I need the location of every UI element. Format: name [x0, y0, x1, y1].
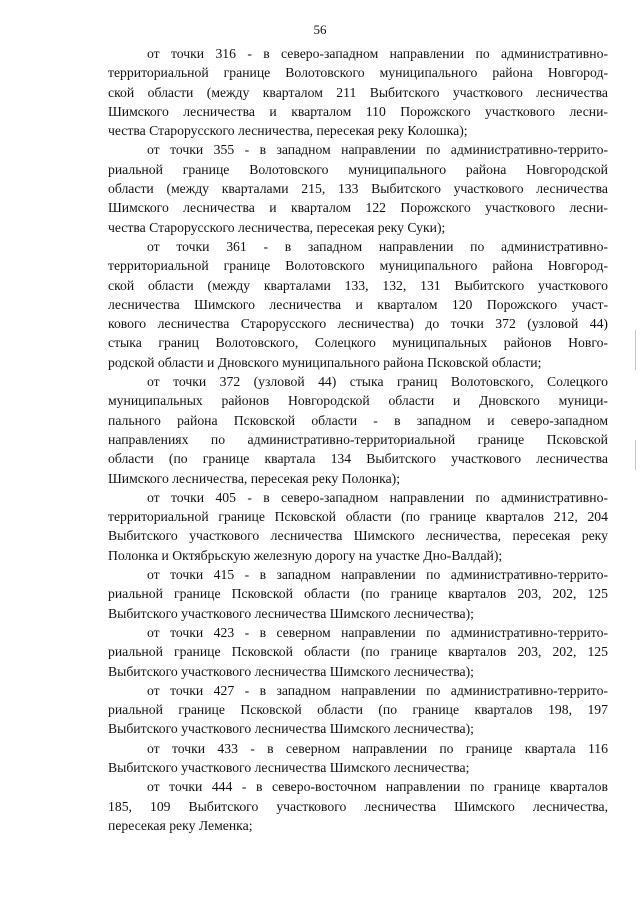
boundary-paragraph [108, 739, 608, 778]
boundary-paragraph [108, 777, 608, 835]
boundary-paragraph [108, 488, 608, 565]
paragraph-line: родской области и Дновского муниципального района Псковской области; [108, 354, 542, 370]
paragraph-line: 185, 109 Выбитского участкового лесничества Шимского лесничества, [108, 798, 608, 814]
boundary-paragraph [108, 681, 608, 739]
paragraph-line: от точки 316 - в северо-западном направлении по административно- [147, 46, 608, 61]
paragraph-line: от точки 355 - в западном направлении по административно-террито- [147, 142, 608, 158]
paragraph-line: ской области (между кварталом 211 Выбитского участкового лесничества [108, 84, 608, 100]
paragraph-line: пересекая реку Леменка; [108, 817, 253, 833]
paragraph-line: Шимского лесничества и кварталом 122 Порожского участкового лесни- [108, 200, 608, 216]
paragraph-line: пального района Псковской области - в западном и северо-западном [108, 412, 608, 428]
paragraph-line: риальной границе Псковской области (по границе кварталов 203, 202, 125 [108, 644, 608, 660]
paragraph-line: риальной границе Волотовского муниципального района Новгородской [108, 161, 608, 177]
paragraph-line: от точки 427 - в западном направлении по административно-террито- [147, 682, 608, 698]
paragraph-line: лесничества Шимского лесничества и кварталом 120 Порожского участ- [108, 296, 608, 312]
paragraph-line: чества Старорусского лесничества, пересекая реку Колошка); [108, 123, 468, 139]
paragraph-line: Шимского лесничества, пересекая реку Полонка); [108, 470, 401, 486]
paragraph-line: территориальной границе Псковской области (по границе кварталов 212, 204 [108, 509, 608, 525]
paragraph-line: Шимского лесничества и кварталом 110 Порожского участкового лесни- [108, 103, 608, 119]
paragraph-line: территориальной границе Волотовского муниципального района Новгород- [108, 65, 608, 81]
boundary-paragraph [108, 237, 608, 372]
paragraph-line: от точки 433 - в северном направлении по границе квартала 116 [147, 740, 608, 756]
paragraph-line: от точки 405 - в северо-западном направлении по административно- [147, 489, 608, 505]
paragraph-line: ской области (между кварталами 133, 132, 131 Выбитского участкового [108, 277, 608, 293]
paragraph-line: территориальной границе Волотовского муниципального района Новгород- [108, 258, 608, 274]
paragraph-line: от точки 361 - в западном направлении по административно- [147, 238, 608, 254]
paragraph-line: Выбитского участкового лесничества Шимского лесничества); [108, 663, 474, 679]
paragraph-line: Полонка и Октябрьскую железную дорогу на участке Дно-Валдай); [108, 547, 503, 563]
paragraph-line: направлениях по административно-территориальной границе Псковской [108, 431, 608, 447]
page-number: 56 [313, 22, 327, 37]
boundary-paragraph [108, 565, 608, 623]
paragraph-line: от точки 415 - в западном направлении по административно-террито- [147, 567, 608, 583]
paragraph-line: риальной границе Псковской области (по границе кварталов 198, 197 [108, 702, 608, 718]
boundary-paragraph [108, 372, 608, 488]
document-body [108, 44, 608, 835]
paragraph-line: Выбитского участкового лесничества Шимского лесничества); [108, 721, 474, 737]
boundary-paragraph [108, 44, 608, 140]
paragraph-line: чества Старорусского лесничества, пересекая реку Суки); [108, 219, 446, 235]
scan-artifact [635, 440, 636, 470]
paragraph-line: стыка границ Волотовского, Солецкого муниципальных районов Новго- [108, 335, 608, 351]
paragraph-line: муниципальных районов Новгородской области и Дновского муници- [108, 393, 608, 409]
paragraph-line: риальной границе Псковской области (по границе кварталов 203, 202, 125 [108, 586, 608, 602]
paragraph-line: Выбитского участкового лесничества Шимского лесничества; [108, 759, 470, 775]
paragraph-line: Выбитского участкового лесничества Шимского лесничества, пересекая реку [108, 528, 608, 544]
paragraph-line: от точки 444 - в северо-восточном направлении по границе кварталов [147, 779, 608, 795]
boundary-paragraph [108, 140, 608, 236]
paragraph-line: области (по границе квартала 134 Выбитского участкового лесничества [108, 451, 608, 467]
scan-artifact [635, 330, 636, 370]
paragraph-line: кового лесничества Старорусского лесничества) до точки 372 (узловой 44) [108, 316, 608, 332]
paragraph-line: от точки 423 - в северном направлении по административно-террито- [147, 624, 608, 640]
paragraph-line: области (между кварталами 215, 133 Выбитского участкового лесничества [108, 181, 608, 197]
paragraph-line: Выбитского участкового лесничества Шимского лесничества); [108, 605, 474, 621]
boundary-paragraph [108, 623, 608, 681]
paragraph-line: от точки 372 (узловой 44) стыка границ Волотовского, Солецкого [147, 374, 608, 390]
